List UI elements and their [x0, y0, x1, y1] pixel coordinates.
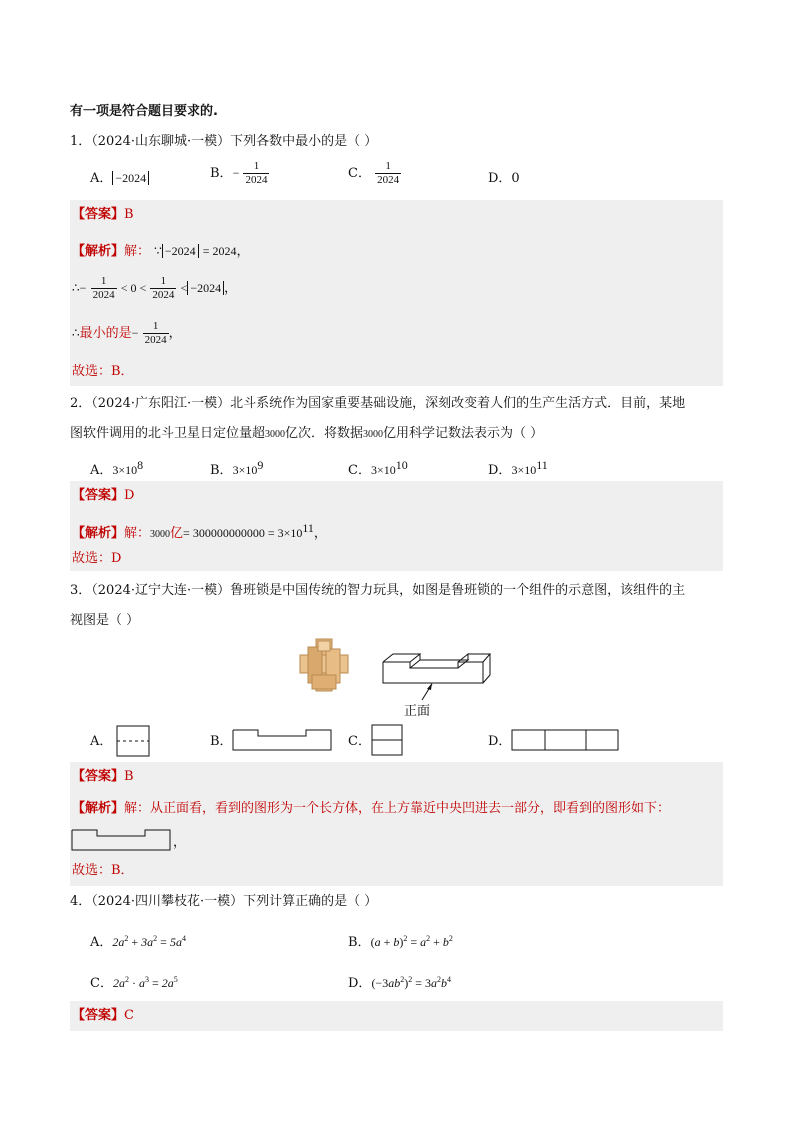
- q1-option-c-fraction: $\frac{1}{2024}$: [377, 160, 400, 186]
- q3-option-d-label: D．: [488, 734, 512, 749]
- q3-option-a-figure: [116, 725, 150, 757]
- q1-analysis-line3: ∴最小的是− $\frac{1}{2024}$ ，: [72, 320, 182, 346]
- q3-option-c-figure: [371, 724, 403, 756]
- section-instruction: 有一项是符合题目要求的.: [70, 104, 218, 119]
- q1-option-b: B．− $\frac{1}{2024}$: [210, 160, 268, 186]
- front-label: 正面: [404, 704, 431, 719]
- q2-stem-line2: 图软件调用的北斗卫星日定位量超3000亿次．将数据3000亿用科学记数法表示为（ ）: [70, 426, 544, 441]
- q3-conclusion: 故选：B．: [72, 863, 134, 878]
- q4-option-d: D．$(-3ab^2)^2 = 3a^2b^4$: [348, 975, 451, 991]
- q2-stem-line1: 2．（2024·广东阳江·一模）北斗系统作为国家重要基础设施，深刻改变着人们的生产生活方式．目前，某地: [70, 396, 686, 411]
- q1-option-b-fraction: $\frac{1}{2024}$: [245, 160, 268, 186]
- q2-option-d: D．$3\times 10^{11}$: [488, 458, 548, 478]
- q2-option-c: C．$3\times 10^{10}$: [348, 458, 408, 478]
- q3-analysis-comma: ，: [173, 835, 187, 850]
- q1-answer: 【答案】B: [72, 207, 134, 222]
- q1-analysis-line1: 【解析】解： ∵ −2024 = 2024，: [72, 244, 250, 259]
- q3-answer: 【答案】B: [72, 769, 134, 784]
- q3-analysis: 【解析】解：从正面看，看到的图形为一个长方体，在上方靠近中央凹进去一部分，即看到的图形如下：: [72, 801, 671, 816]
- q2-option-a: A．$3\times 10^8$: [90, 458, 144, 478]
- q2-conclusion: 故选：D: [72, 551, 122, 566]
- luban-lock-photo: [298, 637, 350, 695]
- q4-answer: 【答案】C: [72, 1008, 134, 1023]
- q1-option-a: A． −2024: [90, 170, 149, 188]
- q1-conclusion: 故选：B．: [72, 364, 134, 379]
- q3-solution-panel: [70, 762, 723, 886]
- q4-option-c: C．$2a^2 \cdot a^3 = 2a^5$: [90, 975, 178, 991]
- q3-option-b-label: B．: [210, 734, 233, 749]
- q3-option-d-figure: [511, 729, 619, 751]
- q3-option-b-figure: [232, 729, 332, 751]
- q4-stem: 4．（2024·四川攀枝花·一模）下列计算正确的是（ ）: [70, 894, 378, 909]
- q3-option-c-label: C．: [348, 734, 371, 749]
- q3-stem-line1: 3．（2024·辽宁大连·一模）鲁班锁是中国传统的智力玩具，如图是鲁班锁的一个组件的示意图，该组件的主: [70, 583, 686, 598]
- q1-option-d: D．0: [488, 171, 520, 186]
- q3-analysis-figure: [71, 829, 171, 851]
- q4-option-b: B．$(a + b)^2 = a^2 + b^2$: [348, 934, 453, 950]
- q2-answer: 【答案】D: [72, 488, 135, 503]
- component-sketch: [380, 650, 494, 702]
- q3-stem-line2: 视图是（ ）: [70, 613, 140, 628]
- q3-option-a-label: A．: [90, 734, 113, 749]
- q2-analysis: 【解析】解：3000亿= $300000000000 = 3\times 10^{11}$，: [72, 521, 327, 541]
- q4-option-a: A．$2a^2 + 3a^2 = 5a^4$: [90, 934, 186, 950]
- q1-analysis-line2: ∴− $\frac{1}{2024}$ < 0 < $\frac{1}{2024}$ < −2024 ，: [72, 275, 238, 301]
- q1-option-c: C． $\frac{1}{2024}$: [348, 160, 400, 186]
- q2-option-b: B．$3\times 10^9$: [210, 458, 264, 478]
- q4-solution-panel: [70, 1001, 723, 1031]
- q1-stem: 1．（2024·山东聊城·一模）下列各数中最小的是（ ）: [70, 134, 378, 149]
